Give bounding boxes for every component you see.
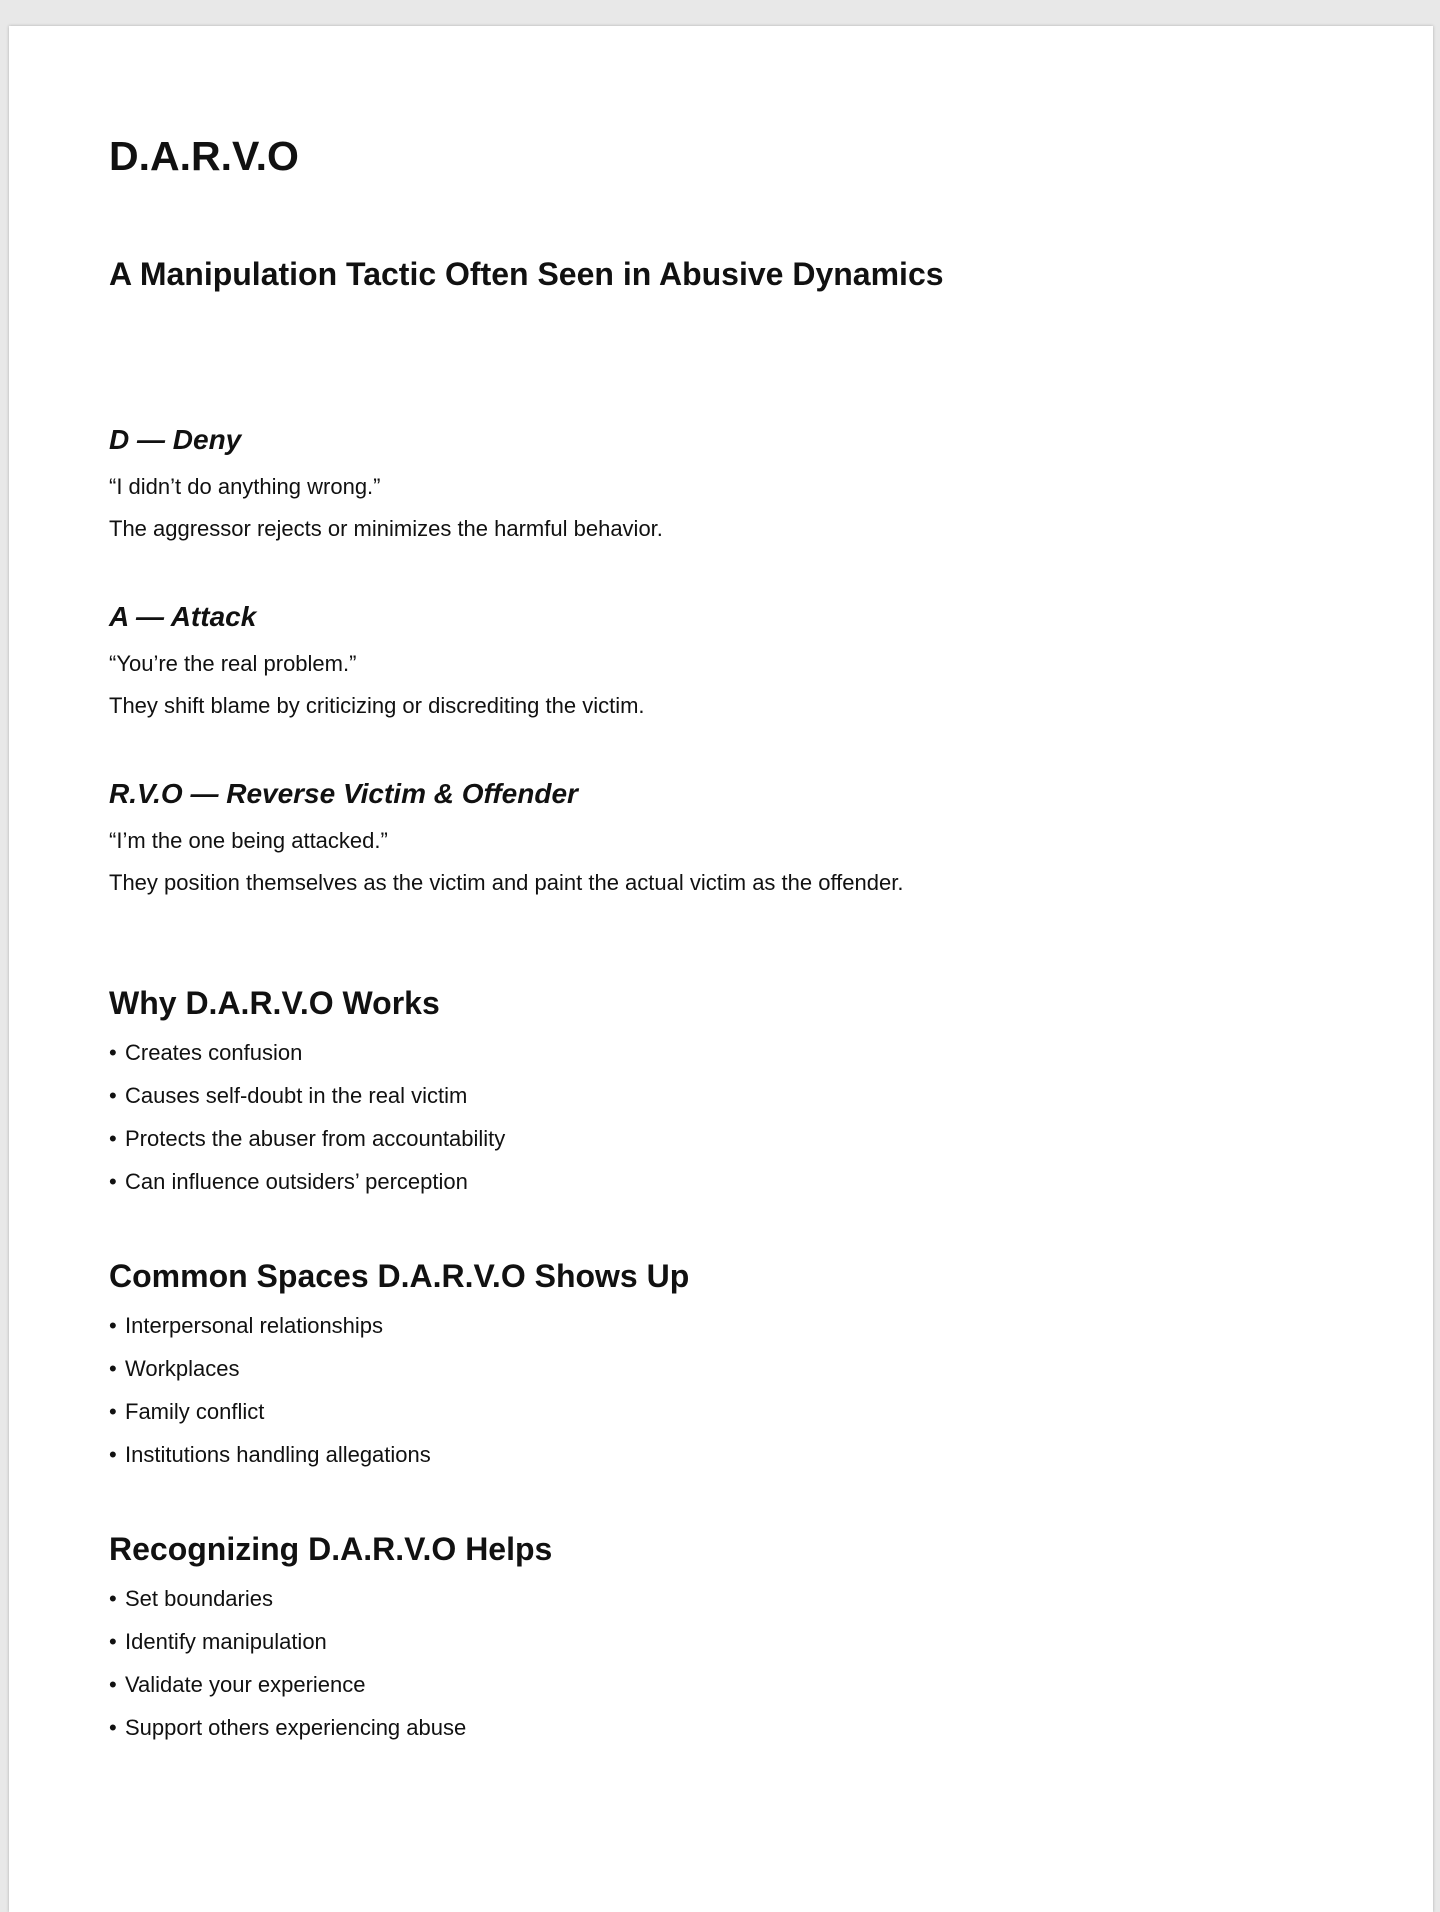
tactic-quote: “I’m the one being attacked.” <box>109 827 388 853</box>
section-recognizing-helps <box>109 1530 552 1749</box>
tactic-description: The aggressor rejects or minimizes the harmful behavior. <box>109 515 663 541</box>
tactic-heading: D — Deny <box>109 424 242 455</box>
document-title: D.A.R.V.O <box>109 133 299 179</box>
bullet-mark: • <box>109 1629 117 1655</box>
bullet-mark: • <box>109 1715 117 1741</box>
list-item <box>109 1577 552 1620</box>
list-item-text: Creates confusion <box>125 1040 303 1066</box>
list-item <box>109 1031 505 1074</box>
bullet-mark: • <box>109 1442 117 1468</box>
tactic-description: They shift blame by criticizing or discrediting the victim. <box>109 692 645 718</box>
list-item <box>109 1620 552 1663</box>
bullet-mark: • <box>109 1356 117 1382</box>
list-item <box>109 1074 505 1117</box>
document-page <box>9 26 1433 1912</box>
list-item-text: Set boundaries <box>125 1586 273 1612</box>
list-item-text: Protects the abuser from accountability <box>125 1126 506 1152</box>
tactic-description: They position themselves as the victim and paint the actual victim as the offender. <box>109 869 904 895</box>
list-item-text: Workplaces <box>125 1356 240 1382</box>
list-item <box>109 1706 552 1749</box>
list-item-text: Support others experiencing abuse <box>125 1715 467 1741</box>
bullet-mark: • <box>109 1399 117 1425</box>
bullet-mark: • <box>109 1040 117 1066</box>
section-common-spaces <box>109 1257 689 1476</box>
section-why-it-works <box>109 984 505 1203</box>
section-heading: Why D.A.R.V.O Works <box>109 985 440 1021</box>
list-item-text: Identify manipulation <box>125 1629 327 1655</box>
list-item-text: Can influence outsiders’ perception <box>125 1169 468 1195</box>
tactic-attack <box>109 600 645 719</box>
list-item-text: Validate your experience <box>125 1672 366 1698</box>
list-item-text: Family conflict <box>125 1399 265 1425</box>
bullet-mark: • <box>109 1126 117 1152</box>
list-item <box>109 1433 689 1476</box>
document-subtitle: A Manipulation Tactic Often Seen in Abusive Dynamics <box>109 256 944 292</box>
bullet-mark: • <box>109 1083 117 1109</box>
tactic-quote: “You’re the real problem.” <box>109 650 357 676</box>
tactic-deny <box>109 423 663 542</box>
bullet-list <box>109 1304 689 1476</box>
list-item <box>109 1117 505 1160</box>
list-item <box>109 1304 689 1347</box>
bullet-mark: • <box>109 1313 117 1339</box>
list-item <box>109 1347 689 1390</box>
tactic-heading: A — Attack <box>109 601 257 632</box>
bullet-mark: • <box>109 1672 117 1698</box>
bullet-mark: • <box>109 1169 117 1195</box>
bullet-list <box>109 1577 552 1749</box>
tactic-heading: R.V.O — Reverse Victim & Offender <box>109 778 578 809</box>
tactic-quote: “I didn’t do anything wrong.” <box>109 473 381 499</box>
section-heading: Recognizing D.A.R.V.O Helps <box>109 1531 553 1567</box>
list-item <box>109 1663 552 1706</box>
bullet-mark: • <box>109 1586 117 1612</box>
section-heading: Common Spaces D.A.R.V.O Shows Up <box>109 1258 690 1294</box>
tactic-reverse-victim-offender <box>109 777 903 896</box>
list-item-text: Causes self-doubt in the real victim <box>125 1083 468 1109</box>
bullet-list <box>109 1031 505 1203</box>
list-item-text: Interpersonal relationships <box>125 1313 384 1339</box>
list-item <box>109 1160 505 1203</box>
list-item-text: Institutions handling allegations <box>125 1442 431 1468</box>
list-item <box>109 1390 689 1433</box>
